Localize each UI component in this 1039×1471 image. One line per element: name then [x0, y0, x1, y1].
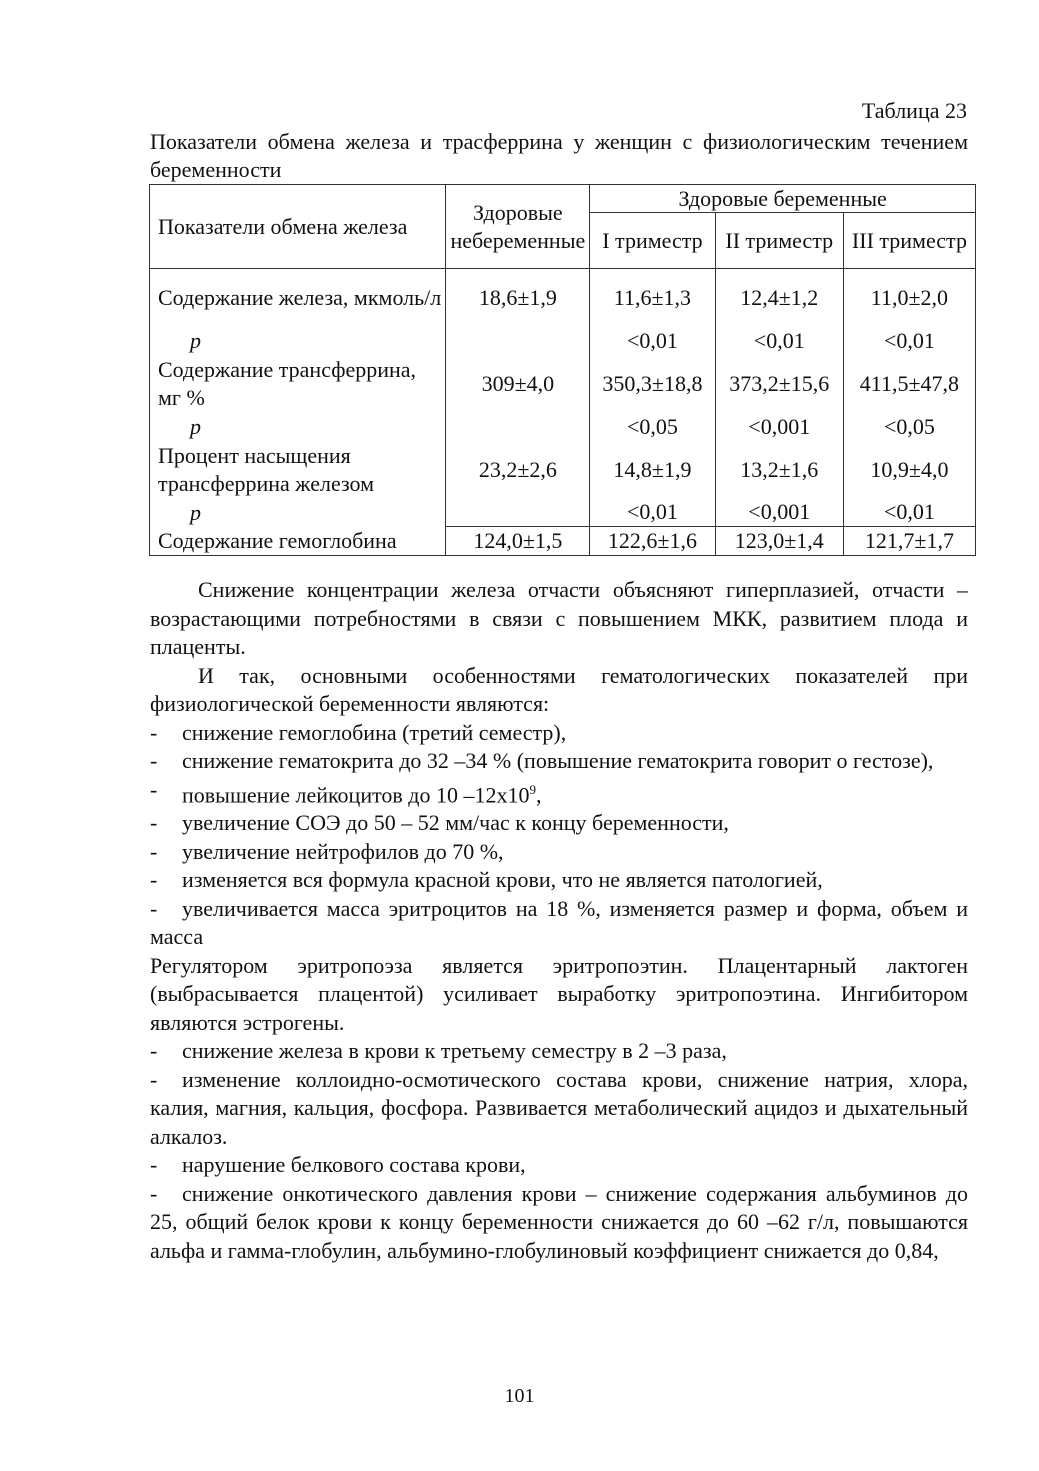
cell-value: <0,01	[715, 327, 843, 355]
cell-value: 123,0±1,4	[715, 527, 843, 556]
cell-value	[446, 327, 590, 355]
list-item	[150, 1151, 968, 1180]
list-item	[150, 747, 968, 776]
cell-value: 309±4,0	[446, 355, 590, 413]
list-item-text: нарушение белкового состава крови,	[182, 1152, 526, 1178]
cell-value: 11,6±1,3	[590, 269, 715, 327]
list-dash: -	[150, 719, 158, 745]
page-number: 101	[504, 1385, 535, 1407]
cell-value: 124,0±1,5	[446, 527, 590, 556]
row-label: Содержание трансферрина, мг %	[150, 355, 446, 413]
paragraph: Регулятором эритропоэза является эритропоэтин. Плацентарный лактоген (выбрасывается плацентой) усиливает выработку эритропоэтина. Ингибитором являются эстрогены.	[150, 952, 968, 1035]
cell-value: 11,0±2,0	[843, 269, 975, 327]
list-item-text: увеличение СОЭ до 50 – 52 мм/час к концу беременности,	[182, 810, 729, 836]
cell-value: 18,6±1,9	[446, 269, 590, 327]
list-dash: -	[150, 838, 158, 864]
cell-value	[446, 499, 590, 527]
list-item-text: изменение коллоидно-осмотического состава крови, снижение натрия, хлора, калия, магния, кальция, фосфора. Развивается метаболический ацидоз и дыхательный алкалоз.	[150, 1066, 968, 1149]
cell-value: <0,01	[590, 499, 715, 527]
cell-value: <0,05	[590, 413, 715, 441]
list-item	[150, 838, 968, 867]
row-label-p: p	[150, 327, 446, 355]
list-item-text: увеличение нейтрофилов до 70 %,	[182, 838, 504, 864]
iron-metabolism-table	[149, 184, 976, 556]
list-item-text: снижение гемоглобина (третий семестр),	[182, 719, 567, 745]
paragraph: Снижение концентрации железа отчасти объясняют гиперплазией, отчасти – возрастающими потребностями в связи с повышением МКК, развитием плода и плаценты.	[150, 577, 968, 659]
list-dash: -	[150, 748, 158, 773]
cell-value: <0,001	[715, 499, 843, 527]
list-item	[150, 776, 968, 810]
list-dash: -	[150, 1180, 158, 1206]
header-pregnant: Здоровые беременные	[590, 185, 976, 213]
cell-value: 122,6±1,6	[590, 527, 715, 556]
cell-value: 12,4±1,2	[715, 269, 843, 327]
list-item	[150, 1066, 968, 1152]
header-trimester-1: I триместр	[590, 213, 715, 269]
cell-value: <0,01	[590, 327, 715, 355]
list-item-text: изменяется вся формула красной крови, что не является патологией,	[182, 867, 823, 893]
row-label: Процент насыщения трансферрина железом	[150, 441, 446, 499]
list-item-text: снижение гематокрита до 32 –34 % (повышение гематокрита говорит о гестозе),	[182, 748, 934, 773]
row-label-p: p	[150, 499, 446, 527]
header-trimester-3: III триместр	[843, 213, 975, 269]
cell-value	[446, 413, 590, 441]
list-item	[150, 895, 968, 952]
cell-value: <0,05	[843, 413, 975, 441]
list-dash: -	[150, 776, 158, 802]
cell-value: 373,2±15,6	[715, 355, 843, 413]
cell-value: 121,7±1,7	[843, 527, 975, 556]
cell-value: 10,9±4,0	[843, 441, 975, 499]
paragraph: И так, основными особенностями гематологических показателей при физиологической беременности являются:	[150, 662, 968, 716]
list-item-text-group	[182, 776, 968, 810]
cell-value: 14,8±1,9	[590, 441, 715, 499]
table-caption: Показатели обмена железа и трасферрина у женщин с физиологическим течением беременности	[150, 129, 968, 182]
header-indicator: Показатели обмена железа	[150, 185, 446, 269]
cell-value: <0,01	[843, 499, 975, 527]
list-dash: -	[150, 895, 158, 921]
superscript: 9	[529, 781, 536, 797]
list-item-text: снижение железа в крови к третьему семестру в 2 –3 раза,	[182, 1038, 727, 1064]
list-item-text: увеличивается масса эритроцитов на 18 %, изменяется размер и форма, объем и масса	[150, 895, 968, 950]
table-number: Таблица 23	[861, 98, 967, 123]
list-dash: -	[150, 810, 158, 836]
comma: ,	[536, 781, 542, 807]
body-text	[150, 576, 968, 1265]
cell-value: <0,001	[715, 413, 843, 441]
list-dash: -	[150, 867, 158, 893]
list-item-text: повышение лейкоцитов до 10 –12х10	[182, 781, 530, 807]
row-label-p: p	[150, 413, 446, 441]
list-item	[150, 866, 968, 895]
list-dash: -	[150, 1066, 158, 1092]
cell-value: 411,5±47,8	[843, 355, 975, 413]
cell-value: 13,2±1,6	[715, 441, 843, 499]
header-nonpregnant: Здоровые небеременные	[446, 185, 590, 269]
list-item	[150, 719, 968, 748]
cell-value: 23,2±2,6	[446, 441, 590, 499]
cell-value: 350,3±18,8	[590, 355, 715, 413]
list-dash: -	[150, 1152, 158, 1178]
header-trimester-2: II триместр	[715, 213, 843, 269]
list-item	[150, 1037, 968, 1066]
row-label: Содержание гемоглобина	[150, 527, 446, 556]
list-dash: -	[150, 1038, 158, 1064]
row-label: Содержание железа, мкмоль/л	[150, 269, 446, 327]
cell-value: <0,01	[843, 327, 975, 355]
list-item	[150, 809, 968, 838]
list-item	[150, 1180, 968, 1266]
list-item-text: снижение онкотического давления крови – снижение содержания альбуминов до 25, общий белок крови к концу беременности снижается до 60 –62 г/л, повышаются альфа и гамма-глобулин, альбумино-глобулиновый коэффициент снижается до 0,84,	[150, 1180, 968, 1263]
